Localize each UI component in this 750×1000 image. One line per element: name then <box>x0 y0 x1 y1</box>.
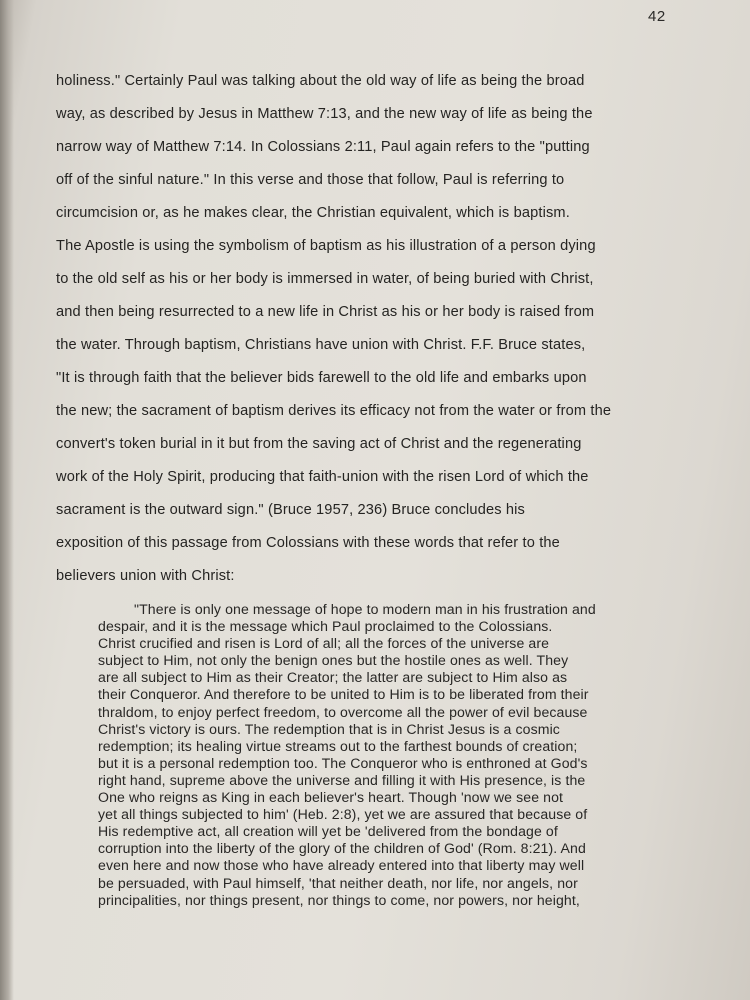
quote-line: subject to Him, not only the benign ones but the hostile ones as well. They <box>98 652 569 669</box>
body-paragraph <box>56 70 716 598</box>
body-line: sacrament is the outward sign." (Bruce 1957, 236) Bruce concludes his <box>56 502 525 518</box>
quote-line: but it is a personal redemption too. The Conqueror who is enthroned at God's <box>98 754 588 771</box>
quote-line: despair, and it is the message which Paul proclaimed to the Colossians. <box>98 618 553 635</box>
quote-line: thraldom, to enjoy perfect freedom, to overcome all the power of evil because <box>98 703 588 720</box>
quote-line: principalities, nor things present, nor things to come, nor powers, nor height, <box>98 891 580 908</box>
quote-line: are all subject to Him as their Creator; the latter are subject to Him also as <box>98 669 568 686</box>
quote-line: be persuaded, with Paul himself, 'that neither death, nor life, nor angels, nor <box>98 874 578 891</box>
body-line: circumcision or, as he makes clear, the Christian equivalent, which is baptism. <box>56 205 570 221</box>
quote-line: redemption; its healing virtue streams out to the farthest bounds of creation; <box>98 737 578 754</box>
body-line: the new; the sacrament of baptism derives its efficacy not from the water or from the <box>56 403 612 419</box>
body-line: the water. Through baptism, Christians have union with Christ. F.F. Bruce states, <box>56 337 586 353</box>
body-line: off of the sinful nature." In this verse and those that follow, Paul is referring to <box>56 172 565 188</box>
quote-line: "There is only one message of hope to modern man in his frustration and <box>134 601 596 617</box>
quote-line: One who reigns as King in each believer's heart. Though 'now we see not <box>98 789 564 806</box>
body-line: and then being resurrected to a new life in Christ as his or her body is raised from <box>56 304 595 320</box>
quote-line: yet all things subjected to him' (Heb. 2:8), yet we are assured that because of <box>98 806 588 823</box>
body-line: to the old self as his or her body is immersed in water, of being buried with Christ, <box>56 271 594 287</box>
body-line: holiness." Certainly Paul was talking about the old way of life as being the broad <box>56 73 585 89</box>
quote-line: corruption into the liberty of the glory of the children of God' (Rom. 8:21). And <box>98 840 586 857</box>
body-line: work of the Holy Spirit, producing that faith-union with the risen Lord of which the <box>56 469 589 485</box>
body-line: The Apostle is using the symbolism of baptism as his illustration of a person dying <box>56 238 596 254</box>
quote-line: His redemptive act, all creation will yet be 'delivered from the bondage of <box>98 823 558 840</box>
block-quote <box>98 601 698 909</box>
quote-line: even here and now those who have already entered into that liberty may well <box>98 857 585 874</box>
body-line: narrow way of Matthew 7:14. In Colossians 2:11, Paul again refers to the "putting <box>56 139 590 155</box>
body-line: exposition of this passage from Colossians with these words that refer to the <box>56 535 560 551</box>
quote-line: right hand, supreme above the universe and filling it with His presence, is the <box>98 771 586 788</box>
quote-line: Christ crucified and risen is Lord of all; all the forces of the universe are <box>98 635 550 652</box>
binding-shadow <box>0 0 14 1000</box>
quote-line: their Conqueror. And therefore to be united to Him is to be liberated from their <box>98 686 589 703</box>
body-line: "It is through faith that the believer bids farewell to the old life and embarks upon <box>56 370 587 386</box>
body-line: way, as described by Jesus in Matthew 7:13, and the new way of life as being the <box>56 106 593 122</box>
body-line: believers union with Christ: <box>56 568 235 584</box>
quote-line: Christ's victory is ours. The redemption that is in Christ Jesus is a cosmic <box>98 720 560 737</box>
body-line: convert's token burial in it but from the saving act of Christ and the regenerating <box>56 436 582 452</box>
page-number: 42 <box>648 8 666 25</box>
